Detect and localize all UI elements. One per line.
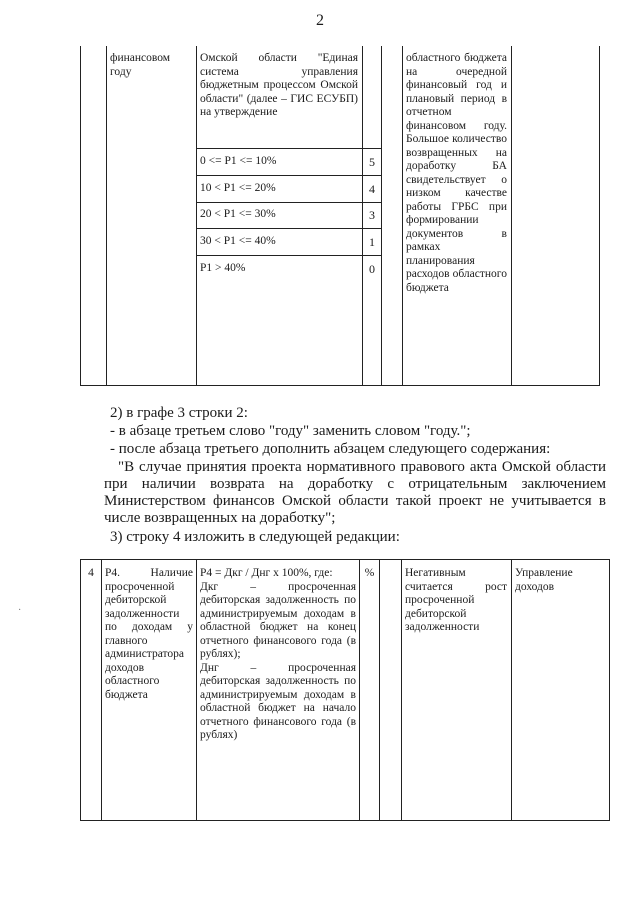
- table1-col-e-text: областного бюджета на очередной финансовый год и плановый период в отчетном финансовом году. Большое количество возвращенных на доработку БА свидетельствует о низком качестве работы ГРБС при формировании документов в рамках планирования расходов областного бюджета: [406, 52, 507, 294]
- range-label: P1 > 40%: [200, 262, 246, 274]
- range-score: 1: [369, 235, 375, 249]
- table1-col-b-text: финансовом году: [110, 52, 171, 78]
- formula-definition-dng: Днг – просроченная дебиторская задолженность по администрируемым доходам в областной бюджет на начало отчетного финансового года (в рублях): [200, 661, 356, 741]
- amendment-quote: "В случае принятия проекта нормативного правового акта Омской области при наличии возврата на доработку с отрицательным заключением Министерством финансов Омской области такой проект не учитывается в числе возвращенных на доработку";: [104, 459, 606, 526]
- range-label: 20 < P1 <= 30%: [200, 208, 276, 220]
- amendment-item-3: 3) строку 4 изложить в следующей редакции:: [110, 529, 400, 545]
- indicator-formula: [197, 565, 359, 745]
- range-row-line: [196, 228, 382, 229]
- range-label: 0 <= P1 <= 10%: [200, 155, 277, 167]
- page-number: 2: [316, 12, 324, 29]
- table1-col-line: [80, 46, 81, 386]
- range-row-line: [196, 202, 382, 203]
- table2-top-border: [80, 559, 610, 560]
- row-number: 4: [88, 567, 94, 579]
- amendment-para-a: - в абзаце третьем слово "году" заменить словом "году.";: [110, 423, 471, 439]
- table2-col-line: [80, 559, 81, 821]
- assessment-note: Негативным считается рост просроченной дебиторской задолженности: [405, 567, 507, 633]
- margin-mark: ·: [18, 605, 22, 616]
- range-row-line: [196, 255, 382, 256]
- table2-col-line: [379, 559, 380, 821]
- indicator-name: Р4. Наличие просроченной дебиторской задолженности по доходам у главного администратора доходов областного бюджета: [105, 567, 193, 701]
- range-label: 10 < P1 <= 20%: [200, 182, 276, 194]
- table1-bottom-border: [80, 385, 600, 386]
- unit-of-measure: %: [364, 567, 375, 579]
- range-score: 5: [369, 155, 375, 169]
- formula-line: Р4 = Дкг / Днг х 100%, где:: [200, 567, 333, 579]
- range-row-line: [196, 148, 382, 149]
- amendment-item-2: 2) в графе 3 строки 2:: [110, 405, 248, 421]
- range-label: 30 < P1 <= 40%: [200, 235, 276, 247]
- amendment-para-b: - после абзаца третьего дополнить абзацем следующего содержания:: [110, 441, 551, 457]
- table1-col-line: [106, 46, 107, 386]
- responsible-department: Управление доходов: [515, 567, 573, 593]
- range-score: 0: [369, 262, 375, 276]
- formula-definition-dkg: Дкг – просроченная дебиторская задолженность по администрируемым доходам в областной бюджет на конец отчетного финансового года (в рублях);: [200, 580, 356, 660]
- table2-col-line: [359, 559, 360, 821]
- range-score: 4: [369, 182, 375, 196]
- table1-col-line: [599, 46, 600, 386]
- range-row-line: [196, 175, 382, 176]
- table2-col-line: [511, 559, 512, 821]
- table1-col-line: [511, 46, 512, 386]
- table2-col-line: [609, 559, 610, 821]
- table2-bottom-border: [80, 820, 610, 821]
- table1-col-c-heading: Омской области "Единая система управления бюджетным процессом Омской области" (далее – ГИС ЕСУБП) на утверждение: [200, 52, 358, 118]
- range-score: 3: [369, 208, 375, 222]
